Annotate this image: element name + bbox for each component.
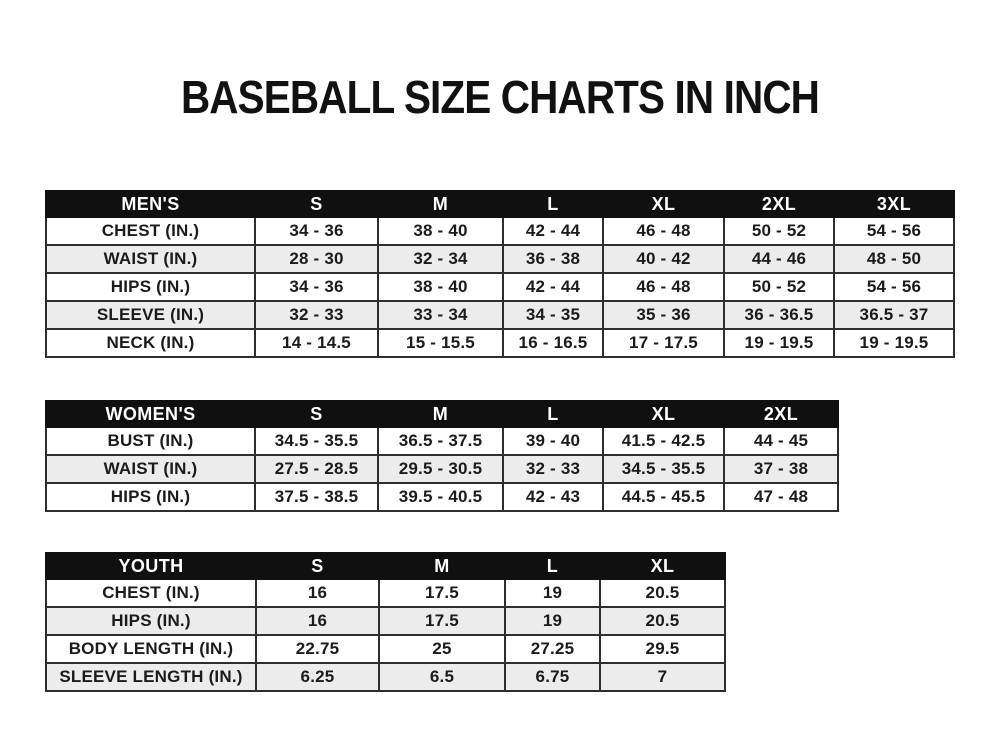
size-value-cell: 19 - 19.5 xyxy=(834,329,954,357)
size-value-cell: 27.25 xyxy=(505,635,600,663)
measurement-label-cell: SLEEVE (IN.) xyxy=(46,301,255,329)
measurement-label-cell: BUST (IN.) xyxy=(46,427,255,455)
size-column-header: L xyxy=(503,401,603,427)
size-value-cell: 44.5 - 45.5 xyxy=(603,483,724,511)
table-row xyxy=(46,245,954,273)
table-row xyxy=(46,273,954,301)
size-value-cell: 29.5 xyxy=(600,635,725,663)
size-value-cell: 34 - 36 xyxy=(255,217,378,245)
table-row xyxy=(46,483,838,511)
table-row xyxy=(46,635,725,663)
table-row xyxy=(46,217,954,245)
size-column-header: S xyxy=(255,401,378,427)
size-value-cell: 34.5 - 35.5 xyxy=(603,455,724,483)
size-value-cell: 17.5 xyxy=(379,579,505,607)
size-value-cell: 41.5 - 42.5 xyxy=(603,427,724,455)
size-value-cell: 38 - 40 xyxy=(378,217,503,245)
size-value-cell: 47 - 48 xyxy=(724,483,838,511)
size-value-cell: 20.5 xyxy=(600,607,725,635)
size-value-cell: 19 - 19.5 xyxy=(724,329,834,357)
size-column-header: XL xyxy=(600,553,725,579)
size-column-header: XL xyxy=(603,401,724,427)
measurement-label-cell: WAIST (IN.) xyxy=(46,455,255,483)
size-value-cell: 17 - 17.5 xyxy=(603,329,724,357)
size-value-cell: 44 - 45 xyxy=(724,427,838,455)
size-value-cell: 16 xyxy=(256,579,379,607)
table-row xyxy=(46,301,954,329)
table-title-cell: WOMEN'S xyxy=(46,401,255,427)
size-value-cell: 15 - 15.5 xyxy=(378,329,503,357)
size-value-cell: 34.5 - 35.5 xyxy=(255,427,378,455)
measurement-label-cell: HIPS (IN.) xyxy=(46,273,255,301)
table-row xyxy=(46,579,725,607)
size-column-header: L xyxy=(505,553,600,579)
youth-size-table xyxy=(45,552,726,692)
size-value-cell: 6.5 xyxy=(379,663,505,691)
size-value-cell: 54 - 56 xyxy=(834,217,954,245)
size-value-cell: 16 xyxy=(256,607,379,635)
size-value-cell: 6.25 xyxy=(256,663,379,691)
measurement-label-cell: BODY LENGTH (IN.) xyxy=(46,635,256,663)
size-value-cell: 54 - 56 xyxy=(834,273,954,301)
size-value-cell: 16 - 16.5 xyxy=(503,329,603,357)
womens-size-table xyxy=(45,400,839,512)
size-value-cell: 35 - 36 xyxy=(603,301,724,329)
size-value-cell: 28 - 30 xyxy=(255,245,378,273)
table-row xyxy=(46,607,725,635)
size-value-cell: 34 - 35 xyxy=(503,301,603,329)
size-value-cell: 19 xyxy=(505,579,600,607)
size-value-cell: 32 - 34 xyxy=(378,245,503,273)
size-value-cell: 42 - 44 xyxy=(503,217,603,245)
size-value-cell: 33 - 34 xyxy=(378,301,503,329)
size-value-cell: 37 - 38 xyxy=(724,455,838,483)
size-value-cell: 39.5 - 40.5 xyxy=(378,483,503,511)
size-column-header: S xyxy=(256,553,379,579)
mens-size-table xyxy=(45,190,955,358)
size-value-cell: 36.5 - 37 xyxy=(834,301,954,329)
measurement-label-cell: SLEEVE LENGTH (IN.) xyxy=(46,663,256,691)
table-row xyxy=(46,455,838,483)
table-row xyxy=(46,329,954,357)
size-value-cell: 40 - 42 xyxy=(603,245,724,273)
page-title: BASEBALL SIZE CHARTS IN INCH xyxy=(180,71,820,123)
size-column-header: 2XL xyxy=(724,191,834,217)
table-row xyxy=(46,427,838,455)
size-column-header: XL xyxy=(603,191,724,217)
size-value-cell: 50 - 52 xyxy=(724,217,834,245)
size-column-header: M xyxy=(378,401,503,427)
size-value-cell: 42 - 43 xyxy=(503,483,603,511)
size-value-cell: 32 - 33 xyxy=(503,455,603,483)
size-value-cell: 22.75 xyxy=(256,635,379,663)
size-value-cell: 27.5 - 28.5 xyxy=(255,455,378,483)
size-column-header: L xyxy=(503,191,603,217)
table-title-cell: YOUTH xyxy=(46,553,256,579)
size-value-cell: 39 - 40 xyxy=(503,427,603,455)
size-value-cell: 36.5 - 37.5 xyxy=(378,427,503,455)
size-value-cell: 25 xyxy=(379,635,505,663)
size-value-cell: 48 - 50 xyxy=(834,245,954,273)
size-value-cell: 46 - 48 xyxy=(603,217,724,245)
size-value-cell: 7 xyxy=(600,663,725,691)
size-value-cell: 44 - 46 xyxy=(724,245,834,273)
size-column-header: M xyxy=(378,191,503,217)
size-value-cell: 29.5 - 30.5 xyxy=(378,455,503,483)
size-column-header: 2XL xyxy=(724,401,838,427)
size-value-cell: 37.5 - 38.5 xyxy=(255,483,378,511)
size-value-cell: 32 - 33 xyxy=(255,301,378,329)
size-value-cell: 50 - 52 xyxy=(724,273,834,301)
table-header-row xyxy=(46,401,838,427)
measurement-label-cell: HIPS (IN.) xyxy=(46,607,256,635)
size-value-cell: 36 - 38 xyxy=(503,245,603,273)
size-value-cell: 17.5 xyxy=(379,607,505,635)
size-value-cell: 6.75 xyxy=(505,663,600,691)
table-header-row xyxy=(46,191,954,217)
measurement-label-cell: CHEST (IN.) xyxy=(46,217,255,245)
size-value-cell: 34 - 36 xyxy=(255,273,378,301)
size-column-header: M xyxy=(379,553,505,579)
measurement-label-cell: WAIST (IN.) xyxy=(46,245,255,273)
size-value-cell: 19 xyxy=(505,607,600,635)
table-row xyxy=(46,663,725,691)
size-value-cell: 20.5 xyxy=(600,579,725,607)
table-title-cell: MEN'S xyxy=(46,191,255,217)
size-value-cell: 36 - 36.5 xyxy=(724,301,834,329)
size-value-cell: 14 - 14.5 xyxy=(255,329,378,357)
measurement-label-cell: HIPS (IN.) xyxy=(46,483,255,511)
measurement-label-cell: NECK (IN.) xyxy=(46,329,255,357)
size-value-cell: 46 - 48 xyxy=(603,273,724,301)
size-column-header: S xyxy=(255,191,378,217)
size-column-header: 3XL xyxy=(834,191,954,217)
size-value-cell: 42 - 44 xyxy=(503,273,603,301)
size-value-cell: 38 - 40 xyxy=(378,273,503,301)
table-header-row xyxy=(46,553,725,579)
measurement-label-cell: CHEST (IN.) xyxy=(46,579,256,607)
